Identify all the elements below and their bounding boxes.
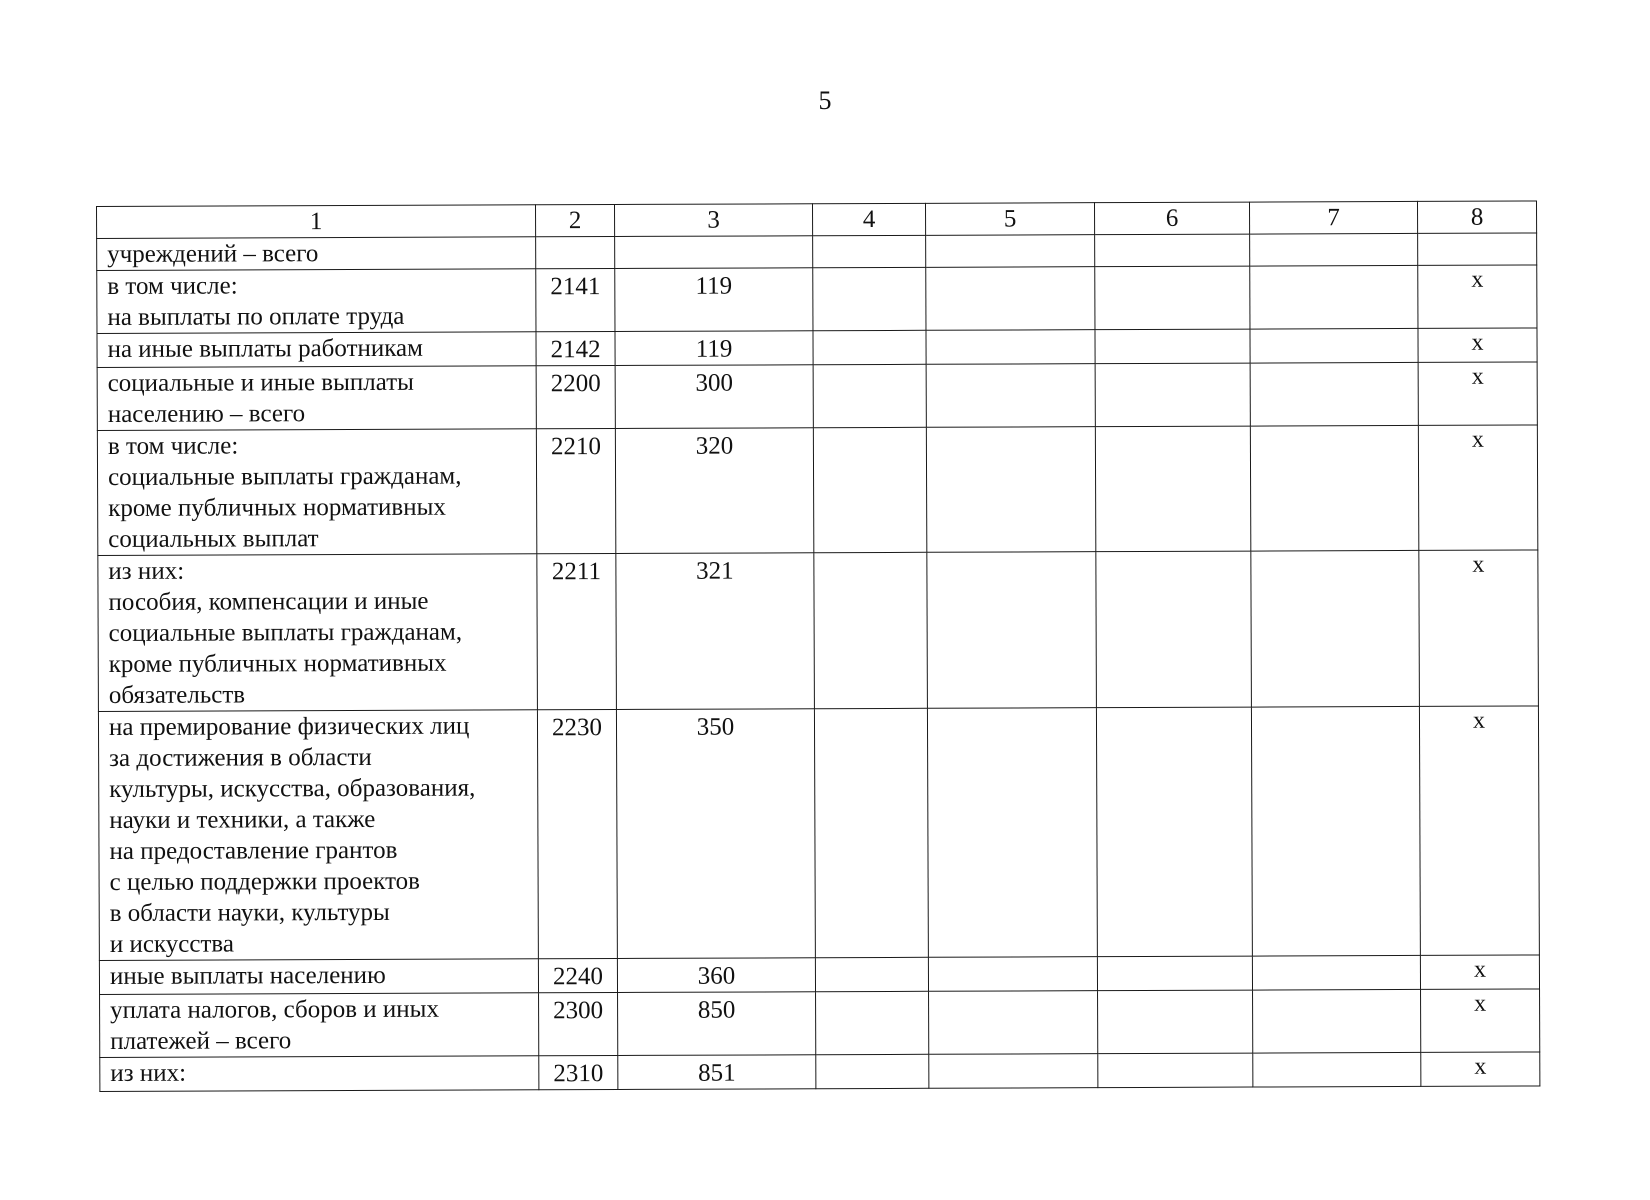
- empty-cell: [926, 330, 1095, 365]
- table-row: [99, 955, 1539, 995]
- empty-cell: [926, 235, 1095, 268]
- empty-cell: [1095, 363, 1250, 427]
- empty-cell: [929, 991, 1098, 1055]
- row-code: 2141: [536, 269, 615, 332]
- row-label: учреждений – всего: [97, 237, 536, 271]
- row-mark: x: [1418, 265, 1537, 328]
- table-row: [97, 328, 1537, 368]
- empty-cell: [813, 330, 926, 364]
- row-label: на иные выплаты работникам: [97, 332, 536, 368]
- empty-cell: [1250, 328, 1418, 363]
- row-mark: x: [1419, 706, 1539, 955]
- row-code: 2230: [537, 710, 617, 959]
- empty-cell: [1251, 550, 1420, 707]
- row-kbk: 119: [615, 331, 813, 366]
- empty-cell: [813, 427, 926, 552]
- header-cell: 5: [925, 203, 1094, 236]
- row-kbk: 850: [618, 992, 816, 1056]
- row-label: иные выплаты населению: [99, 959, 538, 995]
- row-mark: x: [1420, 955, 1539, 989]
- empty-cell: [1253, 1052, 1421, 1087]
- table-row: [97, 425, 1537, 556]
- empty-cell: [927, 708, 1097, 958]
- row-kbk: 300: [615, 365, 813, 429]
- empty-cell: [816, 1054, 929, 1088]
- row-mark: x: [1418, 328, 1537, 362]
- empty-cell: [1250, 425, 1418, 551]
- header-cell: 3: [614, 204, 812, 237]
- empty-cell: [1252, 955, 1420, 990]
- table-row: [100, 989, 1540, 1058]
- empty-cell: [815, 957, 928, 991]
- budget-table: [96, 200, 1540, 1092]
- row-mark: [1418, 233, 1537, 265]
- row-kbk: 321: [616, 553, 815, 710]
- row-mark: x: [1421, 989, 1540, 1052]
- empty-cell: [1095, 329, 1250, 364]
- table-row: [97, 362, 1537, 431]
- empty-cell: [1095, 266, 1250, 330]
- table-row: [98, 550, 1539, 712]
- row-mark: x: [1418, 425, 1537, 550]
- row-code: 2310: [539, 1056, 618, 1090]
- row-label: на премирование физических лиц за достижения в области культуры, искусства, образования, науки и техники, а также на предоставление грантов с целью поддержки проектов в области науки, культуры и искусства: [98, 710, 538, 961]
- empty-cell: [813, 364, 926, 427]
- empty-cell: [813, 235, 926, 267]
- table-row: [97, 265, 1537, 334]
- header-cell: 6: [1094, 202, 1249, 235]
- row-mark: x: [1421, 1052, 1540, 1086]
- empty-cell: [1251, 706, 1420, 956]
- header-cell: 4: [812, 203, 925, 235]
- empty-cell: [814, 708, 928, 957]
- table-row: [98, 706, 1539, 961]
- header-cell: 7: [1249, 201, 1417, 234]
- empty-cell: [927, 552, 1097, 709]
- empty-cell: [1253, 989, 1421, 1053]
- empty-cell: [926, 364, 1095, 428]
- header-cell: 8: [1417, 201, 1536, 233]
- row-kbk: 119: [615, 268, 813, 332]
- row-kbk: 360: [617, 958, 815, 993]
- row-kbk: 851: [618, 1055, 816, 1090]
- empty-cell: [926, 267, 1095, 331]
- empty-cell: [1250, 362, 1418, 426]
- row-code: [536, 237, 615, 269]
- header-cell: 1: [97, 205, 536, 239]
- row-code: 2210: [536, 429, 615, 554]
- empty-cell: [1250, 265, 1418, 329]
- empty-cell: [1098, 1053, 1253, 1088]
- row-code: 2300: [539, 993, 618, 1056]
- row-mark: x: [1418, 362, 1537, 425]
- row-label: уплата налогов, сборов и иных платежей – всего: [100, 993, 539, 1058]
- row-code: 2142: [536, 332, 615, 366]
- row-kbk: 350: [616, 709, 815, 959]
- row-label: в том числе: на выплаты по оплате труда: [97, 269, 536, 334]
- page-number: 5: [818, 86, 832, 115]
- row-code: 2240: [538, 959, 617, 993]
- empty-cell: [814, 552, 928, 708]
- row-label: из них:: [100, 1056, 539, 1092]
- empty-cell: [1098, 990, 1253, 1054]
- row-kbk: [615, 236, 813, 269]
- empty-cell: [1250, 233, 1418, 266]
- table-row: [100, 1052, 1540, 1092]
- row-code: 2200: [536, 366, 615, 429]
- row-label: из них: пособия, компенсации и иные социальные выплаты гражданам, кроме публичных нормативных обязательств: [98, 554, 538, 712]
- empty-cell: [1095, 234, 1250, 267]
- row-code: 2211: [537, 554, 617, 710]
- row-label: социальные и иные выплаты населению – всего: [97, 366, 536, 431]
- empty-cell: [816, 991, 929, 1054]
- row-label: в том числе: социальные выплаты гражданам, кроме публичных нормативных социальных выплат: [97, 429, 536, 556]
- empty-cell: [1097, 956, 1252, 991]
- empty-cell: [813, 267, 926, 330]
- empty-cell: [1095, 426, 1250, 552]
- empty-cell: [1096, 707, 1252, 957]
- empty-cell: [926, 427, 1095, 553]
- empty-cell: [1096, 551, 1252, 708]
- empty-cell: [928, 957, 1097, 992]
- row-mark: x: [1419, 550, 1539, 706]
- empty-cell: [929, 1054, 1098, 1089]
- header-cell: 2: [535, 205, 614, 237]
- row-kbk: 320: [615, 428, 813, 554]
